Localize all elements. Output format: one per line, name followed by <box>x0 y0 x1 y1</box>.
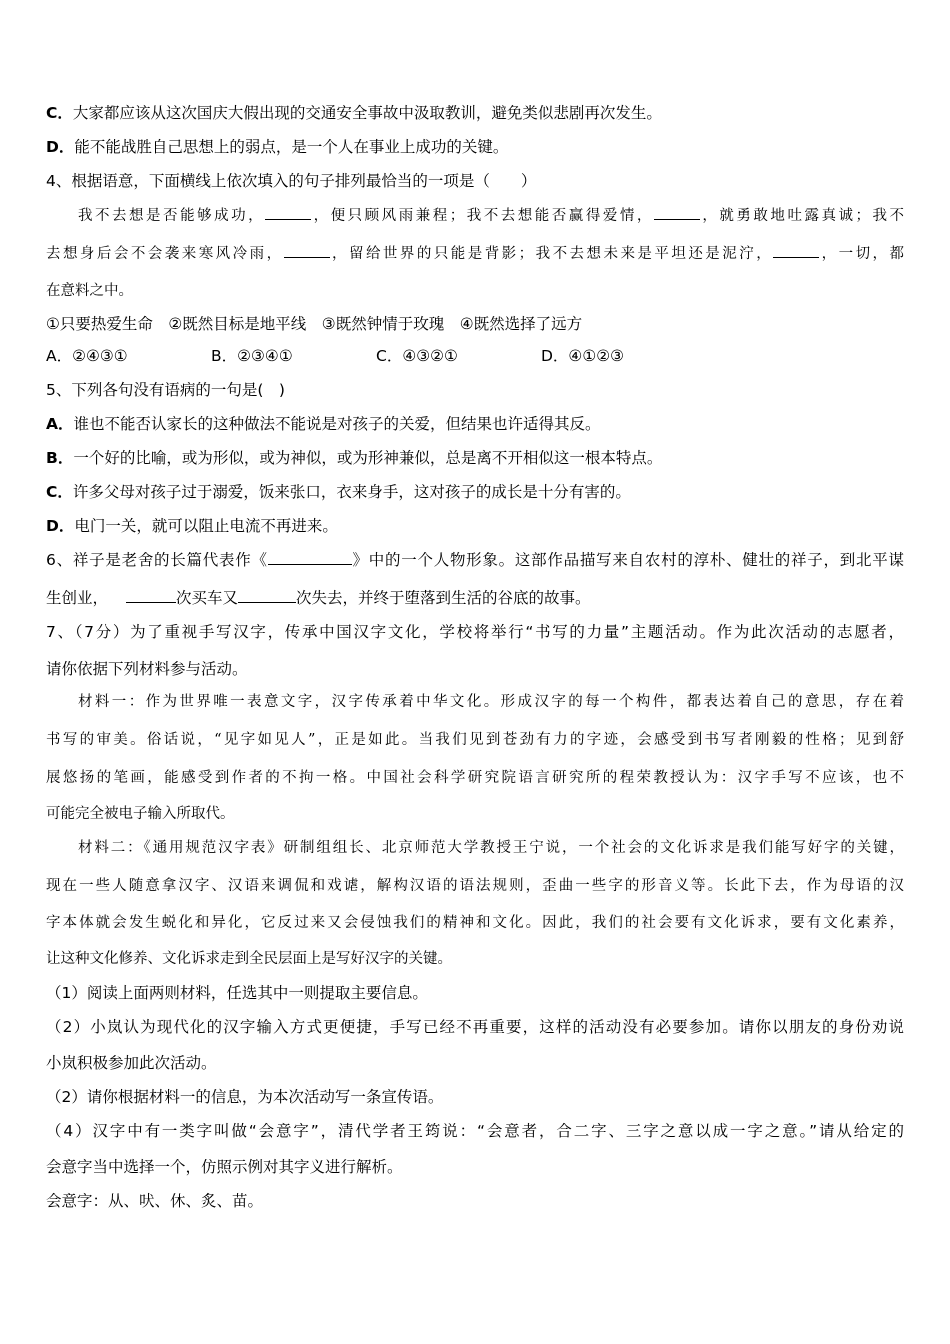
fill-blank <box>238 588 296 603</box>
question-text: 次失去，并终于堕落到生活的谷底的故事。 <box>296 589 591 607</box>
q3-option-d <box>46 137 508 157</box>
q4-option-c: C．④③②① <box>376 347 458 365</box>
q7-subquestion-4-line-1: （4）汉字中有一类字叫做“会意字”，清代学者王筠说：“会意者，合二字、三字之意以成一字之意。”请从给定的 <box>46 1122 904 1140</box>
q4-passage-line-3: 在意料之中。 <box>46 283 133 299</box>
q7-material-2-line-3: 字本体就会发生蜕化和异化，它反过来又会侵蚀我们的精神和文化。因此，我们的社会要有文化诉求，要有文化素养， <box>46 915 904 931</box>
fill-blank <box>284 243 330 258</box>
q7-stem-line-2: 请你依据下列材料参与活动。 <box>46 660 248 678</box>
passage-text: ，便只顾风雨兼程；我不去想能否赢得爱情， <box>311 208 654 224</box>
option-text: 谁也不能否认家长的这种做法不能说是对孩子的关爱，但结果也许适得其反。 <box>73 415 601 433</box>
q7-material-2-line-4: 让这种文化修养、文化诉求走到全民层面上是写好汉字的关键。 <box>46 951 452 967</box>
question-text: 》中的一个人物形象。这部作品描写来自农村的淳朴、健壮的祥子，到北平谋 <box>351 551 904 569</box>
q3-option-c <box>46 103 662 123</box>
passage-text: 我不去想是否能够成功， <box>78 208 266 224</box>
fill-blank <box>654 205 700 220</box>
q4-passage-line-2 <box>46 243 904 264</box>
q4-stem: 4、根据语意，下面横线上依次填入的句子排列最恰当的一项是（ ） <box>46 172 537 190</box>
fill-blank <box>268 550 352 565</box>
q5-option-b <box>46 448 662 468</box>
q4-option-d: D．④①②③ <box>541 347 625 365</box>
q7-subquestion-4-line-3: 会意字：从、吠、休、炙、苗。 <box>46 1192 264 1210</box>
q5-option-c <box>46 482 631 502</box>
q5-option-a <box>46 414 601 434</box>
fill-blank <box>265 205 311 220</box>
q4-option-b: B．②③④① <box>211 347 293 365</box>
option-letter: B． <box>46 449 74 467</box>
q7-subquestion-3: （2）请你根据材料一的信息，为本次活动写一条宣传语。 <box>46 1088 444 1106</box>
q4-option-a: A．②④③① <box>46 347 128 365</box>
q7-subquestion-4-line-2: 会意字当中选择一个，仿照示例对其字义进行解析。 <box>46 1158 403 1176</box>
passage-text: ，留给世界的只能是背影；我不去想未来是平坦还是泥泞， <box>329 246 774 262</box>
question-text: 次买车又 <box>176 589 239 607</box>
passage-text: ，就勇敢地吐露真诚；我不 <box>699 208 905 224</box>
q6-line-2 <box>46 588 591 608</box>
q7-stem-line-1: 7、（7分）为了重视手写汉字，传承中国汉字文化，学校将举行“书写的力量”主题活动。作为此次活动的志愿者， <box>46 623 904 641</box>
q4-choices: ①只要热爱生命 ②既然目标是地平线 ③既然钟情于玫瑰 ④既然选择了远方 <box>46 315 583 333</box>
option-text: 电门一关，就可以阻止电流不再进来。 <box>74 517 338 535</box>
q4-passage-line-1 <box>78 205 904 226</box>
option-text: 能不能战胜自己思想上的弱点，是一个人在事业上成功的关键。 <box>74 138 509 156</box>
option-text: 许多父母对孩子过于溺爱，饭来张口，衣来身手，这对孩子的成长是十分有害的。 <box>72 483 631 501</box>
question-text: 生创业， <box>46 589 109 607</box>
option-letter: C． <box>46 483 73 501</box>
fill-blank <box>773 243 819 258</box>
q7-material-1-line-4: 可能完全被电子输入所取代。 <box>46 806 235 822</box>
q7-subquestion-2-line-1: （2）小岚认为现代化的汉字输入方式更便捷，手写已经不再重要，这样的活动没有必要参加。请你以朋友的身份劝说 <box>46 1018 904 1036</box>
q6-line-1 <box>46 550 904 570</box>
q7-subquestion-2-line-2: 小岚积极参加此次活动。 <box>46 1054 217 1072</box>
option-text: 一个好的比喻，或为形似，或为神似，或为形神兼似，总是离不开相似这一根本特点。 <box>73 449 663 467</box>
option-letter: D． <box>46 138 75 156</box>
q7-material-2-line-2: 现在一些人随意拿汉字、汉语来调侃和戏谑，解构汉语的语法规则，歪曲一些字的形音义等。长此下去，作为母语的汉 <box>46 878 904 894</box>
q7-material-1-line-1: 材料一：作为世界唯一表意文字，汉字传承着中华文化。形成汉字的每一个构件，都表达着自己的意思，存在着 <box>78 694 904 710</box>
option-letter: D． <box>46 517 75 535</box>
q7-material-2-line-1: 材料二：《通用规范汉字表》研制组组长、北京师范大学教授王宁说，一个社会的文化诉求是我们能写好字的关键， <box>78 840 904 856</box>
q5-option-d <box>46 516 338 536</box>
q7-subquestion-1: （1）阅读上面两则材料，任选其中一则提取主要信息。 <box>46 984 428 1002</box>
option-text: 大家都应该从这次国庆大假出现的交通安全事故中汲取教训，避免类似悲剧再次发生。 <box>72 104 662 122</box>
option-letter: A． <box>46 415 74 433</box>
q5-stem: 5、下列各句没有语病的一句是( ) <box>46 381 285 399</box>
passage-text: 去想身后会不会袭来寒风冷雨， <box>46 246 284 262</box>
passage-text: ，一切，都 <box>819 246 905 262</box>
question-text: 6、祥子是老舍的长篇代表作《 <box>46 551 268 569</box>
option-letter: C． <box>46 104 73 122</box>
fill-blank <box>126 588 176 603</box>
q7-material-1-line-2: 书写的审美。俗话说，“见字如见人”，正是如此。当我们见到苍劲有力的字迹，会感受到书写者刚毅的性格；见到舒 <box>46 732 904 748</box>
q7-material-1-line-3: 展悠扬的笔画，能感受到作者的不拘一格。中国社会科学研究院语言研究所的程荣教授认为：汉字手写不应该，也不 <box>46 770 904 786</box>
q4-options <box>46 346 706 366</box>
